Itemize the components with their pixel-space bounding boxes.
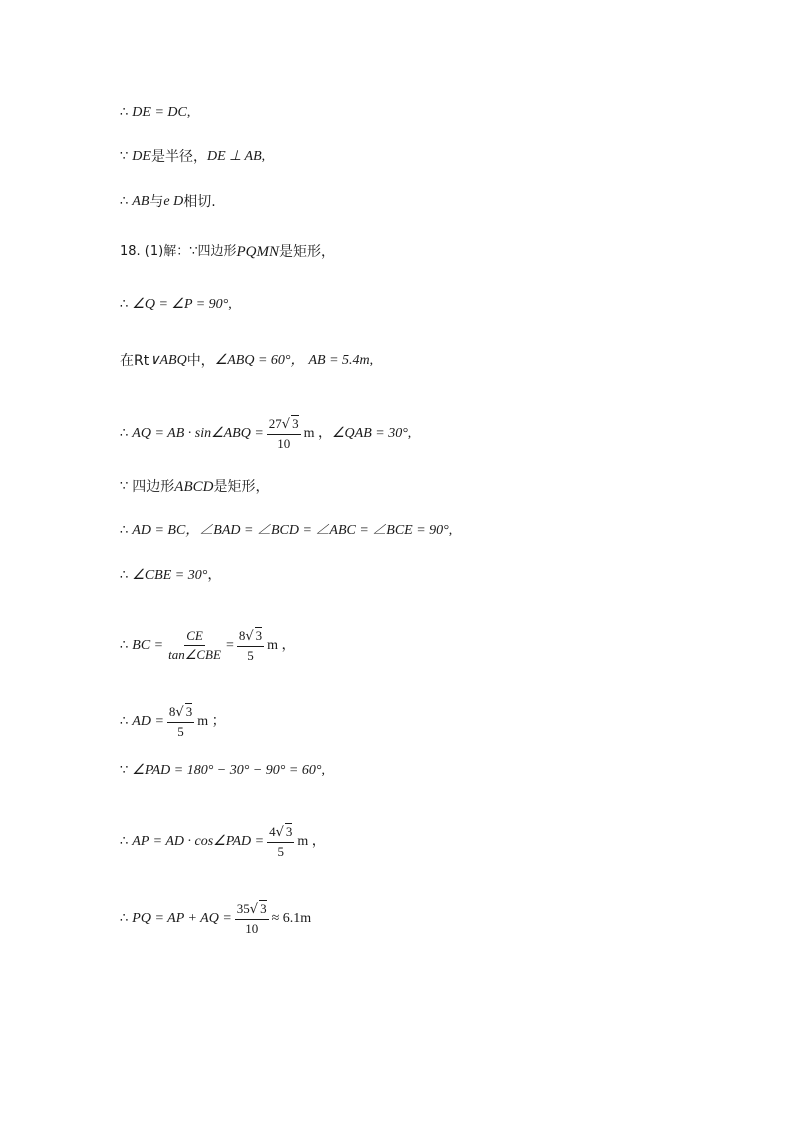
fraction xyxy=(267,823,294,860)
because-symbol: ∵ xyxy=(120,149,129,164)
fraction-numerator: 27√ 3 xyxy=(267,415,301,435)
punctuation: ， xyxy=(207,568,222,583)
punctuation: , xyxy=(448,523,453,538)
segment-de: DE xyxy=(132,149,151,164)
line-de-equals-dc xyxy=(120,104,190,122)
line-angles-90 xyxy=(120,296,232,314)
radicand: 3 xyxy=(260,901,267,916)
therefore-symbol: ∴ xyxy=(120,833,129,849)
equation: ∠CBE = 30° xyxy=(132,568,208,583)
perpendicular-expression: DE ⊥ AB xyxy=(206,149,262,164)
fraction-numerator: 4√ 3 xyxy=(267,823,294,843)
line-ad xyxy=(120,703,226,740)
equation-lhs: AQ = AB · sin∠ABQ = xyxy=(132,425,264,441)
equation-lhs: AP = AD · cos∠PAD = xyxy=(132,833,265,849)
line-ad-bc xyxy=(120,522,452,540)
quadrilateral-name: PQMN xyxy=(236,244,279,260)
line-tangent xyxy=(120,193,216,211)
text-and: 与 xyxy=(149,194,164,210)
therefore-symbol: ∴ xyxy=(120,194,129,209)
fraction-ce-over-tan xyxy=(166,628,223,663)
radicand: 3 xyxy=(185,704,193,719)
equation-lhs: AD = xyxy=(132,713,164,729)
unit: m ， xyxy=(267,637,296,653)
line-cbe-30 xyxy=(120,567,221,585)
equation-lhs: BC = xyxy=(132,637,164,653)
fraction-denominator: 10 xyxy=(245,921,259,936)
fraction-numerator: 8√ 3 xyxy=(167,703,194,723)
punctuation: , xyxy=(228,297,232,312)
because-symbol: ∵ xyxy=(120,479,129,494)
punctuation: , xyxy=(407,425,412,441)
line-problem-18-start xyxy=(120,243,335,261)
line-pad xyxy=(120,762,325,780)
length-ab: AB = 5.4m xyxy=(308,353,370,368)
equals-sign: = xyxy=(225,637,234,653)
line-abcd-rectangle xyxy=(120,478,269,496)
equation: ∠PAD = 180° − 30° − 90° = 60° xyxy=(132,763,322,778)
therefore-symbol: ∴ xyxy=(120,568,129,583)
because-symbol: ∵ xyxy=(120,763,129,778)
radicand: 3 xyxy=(255,628,263,643)
quadrilateral-name: ABCD xyxy=(174,479,214,495)
therefore-symbol: ∴ xyxy=(120,910,129,926)
therefore-symbol: ∴ xyxy=(120,523,129,538)
fraction xyxy=(167,703,194,740)
radicand: 3 xyxy=(292,416,299,431)
result-approx: ≈ 6.1m xyxy=(271,910,312,926)
equation-lhs: PQ = AP + AQ = xyxy=(132,910,232,926)
therefore-symbol: ∴ xyxy=(120,713,129,729)
line-right-triangle xyxy=(120,352,373,370)
text-is-rectangle: 是矩形， xyxy=(213,479,270,495)
angle-qab: ∠QAB = 30° xyxy=(331,425,408,441)
text-quadrilateral: 四边形 xyxy=(132,479,175,495)
text-tangent: 相切. xyxy=(183,194,216,210)
therefore-symbol: ∴ xyxy=(120,637,129,653)
text-is-radius: 是半径， xyxy=(150,149,207,165)
fraction-denominator: tan∠CBE xyxy=(168,647,221,662)
fraction-denominator: 10 xyxy=(277,436,291,451)
line-aq xyxy=(120,415,411,452)
radicand: 3 xyxy=(285,824,293,839)
circle-d: e D xyxy=(163,194,184,209)
line-pq xyxy=(120,900,311,937)
angle-abq: ∠ABQ = 60°， xyxy=(214,353,305,368)
therefore-symbol: ∴ xyxy=(120,425,129,441)
fraction xyxy=(235,900,269,937)
triangle-abq: ∨ABQ xyxy=(149,353,187,368)
punctuation: , xyxy=(261,149,266,164)
text-middle: 中， xyxy=(186,353,215,369)
equation: DE = DC xyxy=(132,105,187,120)
fraction xyxy=(267,415,301,452)
segment-ab: AB xyxy=(132,194,150,209)
unit: m ； xyxy=(197,713,226,729)
fraction-numerator: 8√ 3 xyxy=(237,627,264,647)
line-bc xyxy=(120,627,296,664)
therefore-symbol: ∴ xyxy=(120,105,129,120)
text-is-rectangle: 是矩形， xyxy=(279,244,335,260)
equation: AD = BC，∠BAD = ∠BCD = ∠ABC = ∠BCE = 90° xyxy=(132,523,449,538)
fraction-denominator: 5 xyxy=(247,648,254,663)
fraction-numerator: 35√ 3 xyxy=(235,900,269,920)
text-in-rt: 在Rt xyxy=(120,353,150,369)
fraction-numerator: CE xyxy=(184,628,205,646)
punctuation: , xyxy=(321,763,325,778)
therefore-symbol: ∴ xyxy=(120,297,129,312)
fraction xyxy=(237,627,264,664)
punctuation: , xyxy=(369,353,374,368)
unit: m ， xyxy=(303,425,332,441)
line-de-radius xyxy=(120,148,265,166)
unit: m ， xyxy=(297,833,326,849)
fraction-denominator: 5 xyxy=(177,724,184,739)
line-ap xyxy=(120,823,326,860)
equation: ∠Q = ∠P = 90° xyxy=(132,297,229,312)
fraction-denominator: 5 xyxy=(277,844,284,859)
problem-number: 18. (1)解：∵四边形 xyxy=(120,244,237,259)
punctuation: , xyxy=(186,105,191,120)
